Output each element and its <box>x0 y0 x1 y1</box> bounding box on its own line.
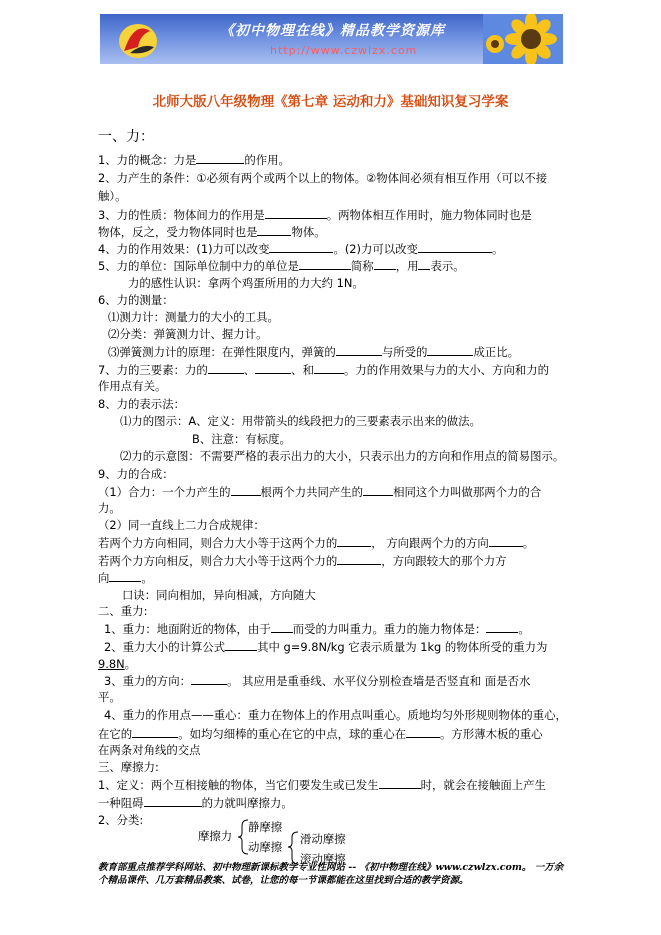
item-9-2-opp-cont: 向 。 <box>98 571 153 585</box>
item-8-2: ⑵力的示意图：不需要严格的表示出力的大小，只表示出力的方向和作用点的简易图示。 <box>120 449 565 463</box>
item-8-1: ⑴力的图示：A、定义：用带箭头的线段把力的三要素表示出来的做法。 <box>120 414 481 428</box>
item-6-3: ⑶弹簧测力计的原理：在弹性限度内，弹簧的 与所受的 成正比。 <box>108 345 519 359</box>
banner-url[interactable]: http://www.czwlzx.com <box>270 44 418 57</box>
gravity-2: 2、重力大小的计算公式 其中 g=9.8N/kg 它表示质量为 1kg 的物体所受的重力为 <box>104 640 548 654</box>
item-9-1-cont: 力。 <box>98 501 121 515</box>
item-9-2: （2）同一直线上二力合成规律： <box>98 518 265 532</box>
tree-root: 摩擦力 <box>198 829 233 843</box>
item-6-1: ⑴测力计：测量力的大小的工具。 <box>108 310 279 324</box>
item-2-cont: 触）。 <box>98 189 127 203</box>
gravity-3: 3、重力的方向： 。 其应用是重垂线、水平仪分别检查墙是否竖直和 面是否水 <box>104 674 531 688</box>
friction-1-cont: 一种阻碍 的力就叫摩擦力。 <box>98 796 293 810</box>
section-heading-gravity: 二、重力: <box>98 604 148 618</box>
document-title: 北师大版八年级物理《第七章 运动和力》基础知识复习学案 <box>152 94 509 110</box>
item-4: 4、力的作用效果：(1)力可以改变 。(2)力可以改变 。 <box>98 242 504 256</box>
item-7: 7、力的三要素：力的 、 、和 。力的作用效果与力的大小、方向和力的 <box>98 363 550 377</box>
gravity-4: 4、重力的作用点——重心：重力在物体上的作用点叫重心。质地均匀外形规则物体的重心， <box>104 708 567 722</box>
section-heading-force: 一、力： <box>98 129 154 145</box>
item-9-1: （1）合力：一个力产生的 根两个力共同产生的 相同这个力叫做那两个力的合 <box>98 485 542 499</box>
tree-static: 静摩擦 <box>248 820 283 834</box>
site-logo-icon <box>116 17 160 61</box>
tree-sliding: 滑动摩擦 <box>300 832 346 846</box>
item-3-cont: 物体，反之，受力物体同时也是 物体。 <box>98 225 326 239</box>
header-banner <box>100 14 563 64</box>
item-9-2-same: 若两个力方向相同，则合力大小等于这两个力的 ， 方向跟两个力的方向 。 <box>98 536 535 550</box>
tree-rolling: 滚动摩擦 <box>300 852 346 866</box>
friction-1: 1、定义：两个互相接触的物体，当它们要发生或已发生 时，就会在接触面上产生 <box>98 778 546 792</box>
tree-dynamic: 动摩擦 <box>248 840 283 854</box>
item-9-mnemonic: 口诀：同向相加，异向相减，方向随大 <box>122 588 316 602</box>
item-2: 2、力产生的条件：①必须有两个或两个以上的物体。②物体间必须有相互作用（可以不接 <box>98 171 548 185</box>
banner-title: 《初中物理在线》精品教学资源库 <box>220 23 445 39</box>
item-9: 9、力的合成： <box>98 467 174 481</box>
gravity-4-cont: 在它的 。如均匀细棒的重心在它的中点，球的重心在 。方形薄木板的重心 <box>98 727 543 741</box>
item-8: 8、力的表示法： <box>98 397 185 411</box>
item-1: 1、力的概念：力是 的作用。 <box>98 153 290 167</box>
item-6: 6、力的测量： <box>98 293 174 307</box>
gravity-2-cont: 9.8N。 <box>98 657 137 671</box>
item-3: 3、力的性质：物体间力的作用是 。两物体相互作用时，施力物体同时也是 <box>98 208 532 222</box>
friction-2: 2、分类: <box>98 813 144 827</box>
item-9-2-opp: 若两个力方向相反，则合力大小等于这两个力的 ，方向跟较大的那个力方 <box>98 554 507 568</box>
gravity-3-cont: 平。 <box>98 690 121 704</box>
gravity-1: 1、重力：地面附近的物体，由于 而受的力叫重力。重力的施力物体是： 。 <box>104 622 530 636</box>
page-footer: 教育部重点推荐学科网站、初中物理新课标教学专业性网站 -- 《初中物理在线》www.czwlzx.com。 一万余个精品课件、几万套精品教案、试卷，让您的每一节课都能在这里找到合适的教学资源。 <box>98 862 564 886</box>
item-6-2: ⑵分类：弹簧测力计、握力计。 <box>108 327 268 341</box>
item-7-cont: 作用点有关。 <box>98 379 167 393</box>
item-5-note: 力的感性认识：拿两个鸡蛋所用的力大约 1N。 <box>128 276 364 290</box>
section-heading-friction: 三、摩擦力: <box>98 760 159 774</box>
item-5: 5、力的单位：国际单位制中力的单位是 简称 ，用 表示。 <box>98 259 465 273</box>
sunflower-icon <box>483 14 563 64</box>
gravity-4-cont2: 在两条对角线的交点 <box>98 743 201 757</box>
item-8-1-note: B、注意：有标度。 <box>192 432 291 446</box>
